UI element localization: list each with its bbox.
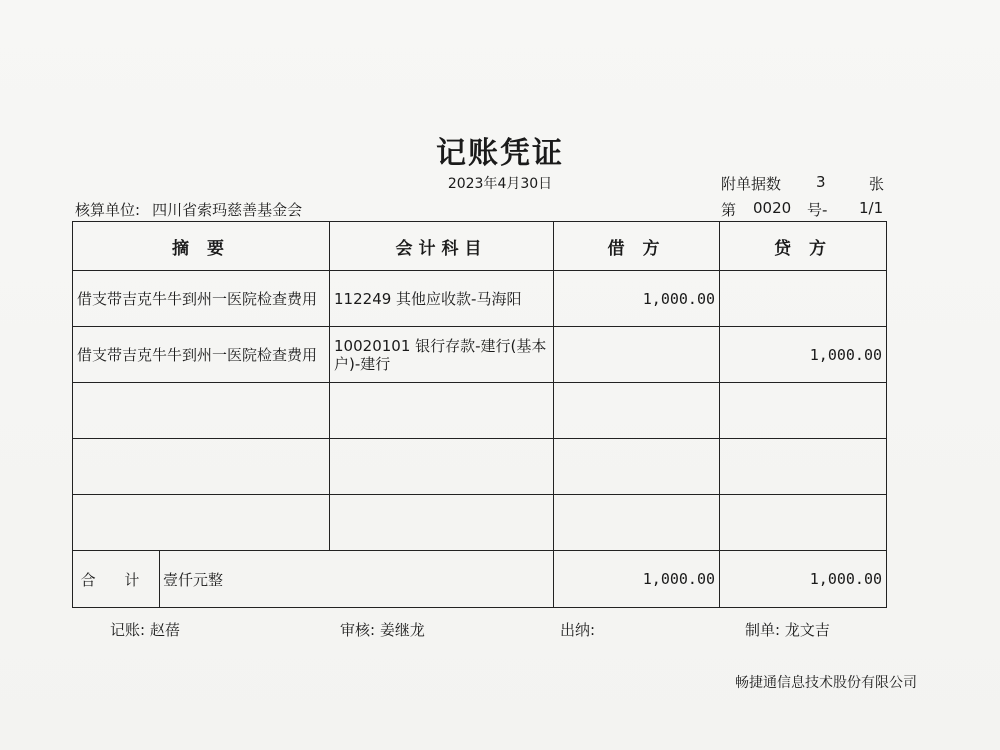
row-summary (73, 439, 330, 495)
row-account (330, 495, 554, 551)
software-vendor: 畅捷通信息技术股份有限公司 (735, 675, 917, 691)
total-label: 合 计 (73, 551, 160, 608)
cashier-signature (560, 619, 595, 640)
voucher-title: 记账凭证 (436, 136, 564, 171)
voucher-page: 1/1 (859, 199, 884, 217)
table-header-row (73, 222, 887, 271)
header-account: 会计科目 (330, 222, 554, 271)
row-summary: 借支带吉克牛牛到州一医院检查费用 (73, 327, 330, 383)
row-credit (720, 383, 887, 439)
bookkeeper-label: 记账: (110, 621, 146, 639)
total-amount-words: 壹仟元整 (160, 551, 554, 608)
attachment-suffix: 张 (869, 175, 885, 193)
row-credit (720, 439, 887, 495)
row-summary: 借支带吉克牛牛到州一医院检查费用 (73, 271, 330, 327)
total-row (73, 551, 887, 608)
auditor-signature (340, 619, 425, 640)
row-debit (554, 439, 720, 495)
table-row (73, 439, 887, 495)
preparer-signature (745, 619, 830, 640)
row-debit: 1,000.00 (554, 271, 720, 327)
table-row (73, 327, 887, 383)
row-account (330, 383, 554, 439)
table-row (73, 271, 887, 327)
accounting-unit-name: 四川省索玛慈善基金会 (152, 201, 303, 219)
preparer-name: 龙文吉 (784, 621, 830, 639)
row-debit (554, 383, 720, 439)
total-credit: 1,000.00 (720, 551, 887, 608)
row-summary (73, 383, 330, 439)
voucher-date: 2023年4月30日 (447, 176, 553, 192)
table-row (73, 383, 887, 439)
row-account (330, 439, 554, 495)
row-account: 112249 其他应收款-马海阳 (330, 271, 554, 327)
bookkeeper-name: 赵蓓 (149, 621, 180, 639)
cashier-label: 出纳: (560, 621, 596, 639)
voucher-table (72, 221, 887, 608)
attachment-number: 3 (816, 173, 826, 191)
auditor-name: 姜继龙 (379, 621, 425, 639)
row-debit (554, 495, 720, 551)
row-credit: 1,000.00 (720, 327, 887, 383)
row-credit (720, 271, 887, 327)
row-credit (720, 495, 887, 551)
accounting-unit-label: 核算单位: (75, 201, 141, 219)
preparer-label: 制单: (745, 621, 781, 639)
voucher-number-value: 0020 (753, 199, 792, 217)
header-summary: 摘 要 (73, 222, 330, 271)
row-summary (73, 495, 330, 551)
attachment-label: 附单据数 (721, 175, 782, 193)
row-account: 10020101 银行存款-建行(基本户)-建行 (330, 327, 554, 383)
table-row (73, 495, 887, 551)
header-credit: 贷 方 (720, 222, 887, 271)
voucher-number-prefix: 第 (721, 201, 737, 219)
accounting-unit (75, 199, 302, 220)
total-debit: 1,000.00 (554, 551, 720, 608)
row-debit (554, 327, 720, 383)
bookkeeper-signature (110, 619, 180, 640)
voucher-number-suffix: 号- (807, 201, 828, 219)
auditor-label: 审核: (340, 621, 376, 639)
header-debit: 借 方 (554, 222, 720, 271)
